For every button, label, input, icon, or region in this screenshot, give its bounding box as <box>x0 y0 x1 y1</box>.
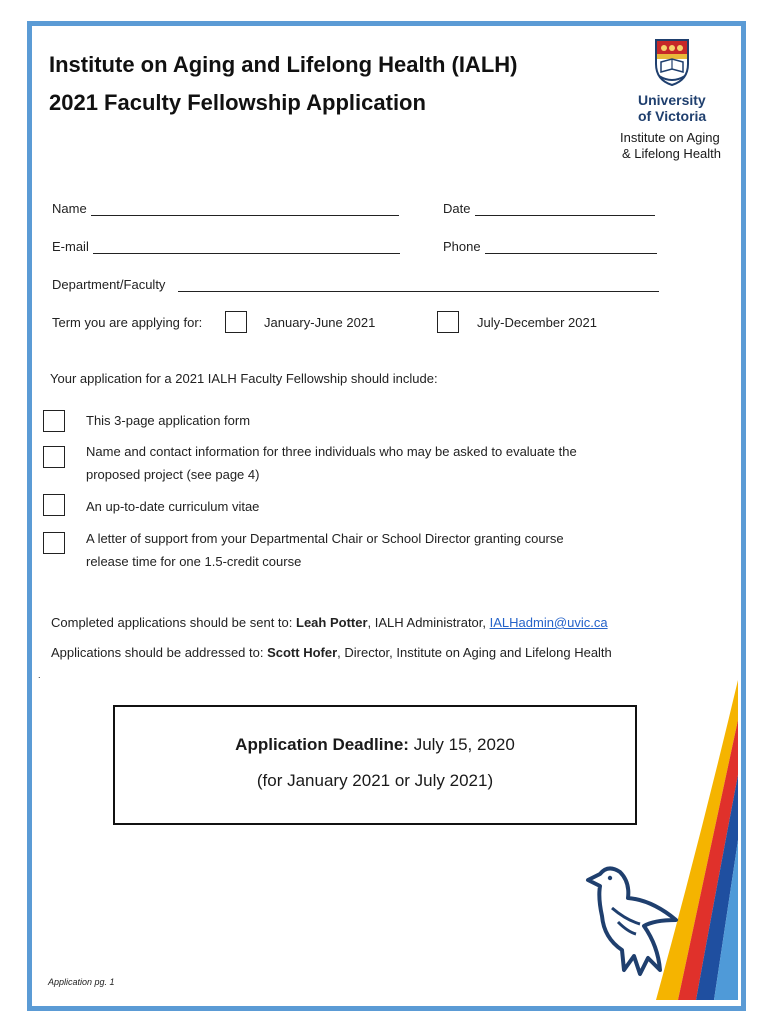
addressed-to-name: Scott Hofer <box>267 645 338 660</box>
checklist-item-form: This 3-page application form <box>86 413 251 428</box>
email-label: E-mail <box>52 239 89 254</box>
logo-institute-line2: & Lifelong Health <box>622 146 722 161</box>
page-footer: Application pg. 1 <box>48 977 115 987</box>
submission-addressed-to <box>51 645 612 660</box>
term-jan-june-label: January-June 2021 <box>264 315 376 330</box>
checklist-cv-checkbox[interactable] <box>43 494 65 516</box>
deadline-date: July 15, 2020 <box>408 735 515 754</box>
checklist-item-references-line1: Name and contact information for three individuals who may be asked to evaluate the <box>86 444 577 459</box>
sent-to-prefix: Completed applications should be sent to: <box>51 615 296 630</box>
email-field[interactable] <box>93 253 400 254</box>
term-jul-dec-checkbox[interactable] <box>437 311 459 333</box>
checklist-item-letter-line2: release time for one 1.5-credit course <box>86 554 302 569</box>
sent-to-name: Leah Potter <box>296 615 368 630</box>
term-jul-dec-label: July-December 2021 <box>477 315 597 330</box>
checklist-item-letter-line1: A letter of support from your Departmental Chair or School Director granting course <box>86 531 564 546</box>
department-label: Department/Faculty <box>52 277 166 292</box>
checklist-intro: Your application for a 2021 IALH Faculty Fellowship should include: <box>50 371 438 386</box>
checklist-item-cv: An up-to-date curriculum vitae <box>86 499 260 514</box>
addressed-to-role: , Director, Institute on Aging and Lifelong Health <box>337 645 612 660</box>
checklist-letter-checkbox[interactable] <box>43 532 65 554</box>
checklist-references-checkbox[interactable] <box>43 446 65 468</box>
stray-dot: . <box>38 670 41 680</box>
uvic-logo <box>612 38 732 168</box>
checklist-form-checkbox[interactable] <box>43 410 65 432</box>
name-label: Name <box>52 201 87 216</box>
logo-university: University <box>638 92 706 108</box>
logo-of-victoria: of Victoria <box>638 108 707 124</box>
submission-sent-to <box>51 615 608 630</box>
date-label: Date <box>443 201 471 216</box>
deadline-note: (for January 2021 or July 2021) <box>256 771 494 790</box>
phone-field[interactable] <box>485 253 657 254</box>
phone-label: Phone <box>443 239 481 254</box>
term-jan-june-checkbox[interactable] <box>225 311 247 333</box>
term-label: Term you are applying for: <box>52 315 203 330</box>
deadline-box <box>113 705 637 825</box>
addressed-to-prefix: Applications should be addressed to: <box>51 645 268 660</box>
document-subtitle: 2021 Faculty Fellowship Application <box>49 90 426 115</box>
checklist-item-references-line2: proposed project (see page 4) <box>86 467 260 482</box>
uvic-crest-icon <box>654 38 690 86</box>
department-field[interactable] <box>178 291 659 292</box>
deadline-line <box>115 735 635 755</box>
date-field[interactable] <box>475 215 655 216</box>
martlet-bird-icon <box>582 862 682 982</box>
document-title: Institute on Aging and Lifelong Health (IALH) <box>49 52 518 77</box>
deadline-label: Application Deadline: <box>235 735 409 754</box>
sent-to-role: , IALH Administrator, <box>367 615 490 630</box>
logo-institute-line1: Institute on Aging <box>620 130 720 145</box>
name-field[interactable] <box>91 215 399 216</box>
admin-email-link[interactable]: IALHadmin@uvic.ca <box>489 615 608 630</box>
